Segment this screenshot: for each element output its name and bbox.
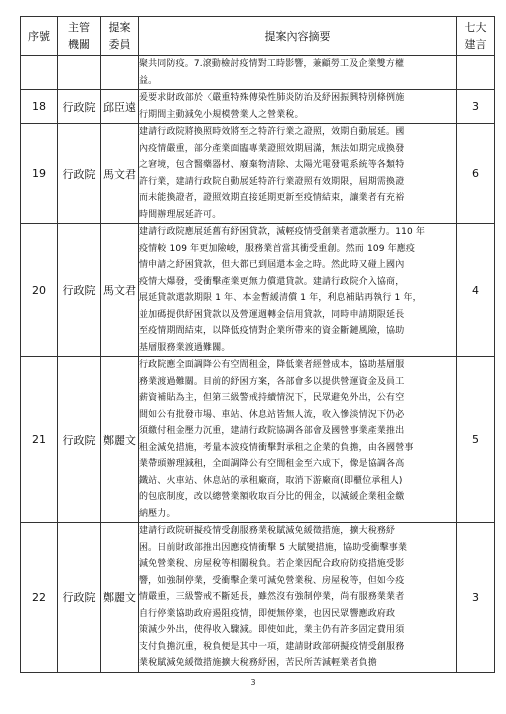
table-row [21,357,495,523]
legislator: 鄭麗文 [101,523,139,673]
proposal-summary: 建請行政院研擬疫情受創服務業稅賦減免緩徵措施，擴大稅務紓 困。日前財政部推出因應疫情衝擊 5 大賦變措施，協助受衝擊事業 減免營業稅、房屋稅等相關稅負。若企業因配合政府防疫措施受影 響，如強制停業，受衝擊企業可減免營業稅、房屋稅等，但如今疫 情嚴重，三級警戒不斷延長，雖然沒有強制停業，尚有服務業業者 自行停業協助政府遏阻疫情，即便無停業，也因民眾響應政府政 策減少外出，使得收入驟減。即使如此，業主仍有許多固定費用須 支付負擔沉重，稅負便是其中一項，建請財政部研擬疫情受創服務 業稅賦減免緩徵措施擴大稅務紓困，苦民所苦減輕業者負擔 [139,523,457,673]
recommendation-number: 3 [457,90,495,124]
header-row [21,17,495,56]
agency: 行政院 [58,90,101,124]
recommendation-number: 4 [457,224,495,357]
proposal-summary: 建請行政院將換照時效將至之特許行業之證照，效期自動展延。國 內疫情嚴重，部分產業面臨專業證照效期屆滿，無法如期完成換發 之窘境，包含醫藥器材、廢棄物清除、太陽光電發電系統等各類特 許行業，建請行政院自動展延特許行業證照有效期限，屆期需換證 而未能換證者，證照效期直接延期更新至疫情結束，讓業者有充裕 時間辦理展延許可。 [139,124,457,224]
recommendation-number: 3 [457,523,495,673]
legislator: 鄭麗文 [101,357,139,523]
recommendation-number: 5 [457,357,495,523]
serial-number: 20 [21,224,58,357]
serial-number: 21 [21,357,58,523]
header-serial-number: 序號 [21,17,58,56]
agency: 行政院 [58,224,101,357]
continuation-row [21,56,495,90]
table-row [21,124,495,224]
table-row [21,90,495,124]
header-seven-recommendations: 七大 建言 [457,17,495,56]
serial-number: 22 [21,523,58,673]
header-proposal-summary: 提案內容摘要 [139,17,457,56]
agency: 行政院 [58,357,101,523]
page-number: 3 [250,678,256,687]
proposal-summary: 建請行政院應展延舊有紓困貸款，減輕疫情受創業者還款壓力。110 年 疫情較 109 年更加險峻，服務業首當其衝受重創。然而 109 年應疫 情申請之紓困貸款，但大都已到屆還本金之時。然此時又碰上國內 疫情大爆發，受衝擊產業更無力償還貸款。建請行政院介入協商， 展延貸款還款期限 1 年、本金暫緩清償 1 年，利息補貼再執行 1 年， 並加碼提供紓困貸款以及營運週轉金信用貸款，同時申請期限延長 至疫情期間結束，以降低疫情對企業所帶來的資金斷鏈風險，協助 基層服務業渡過難關。 [139,224,457,357]
serial-number: 18 [21,90,58,124]
legislator: 馬文君 [101,224,139,357]
agency: 行政院 [58,523,101,673]
proposal-summary: 爰要求財政部於〈嚴重特殊傳染性肺炎防治及紓困振興特別條例施 行期間主動減免小規模營業人之營業稅。 [139,90,457,124]
header-agency: 主管 機關 [58,17,101,56]
agency: 行政院 [58,124,101,224]
legislator: 馬文君 [101,124,139,224]
proposal-summary: 行政院應全面調降公有空間租金，降低業者經營成本，協助基層服 務業渡過難關。目前的紓困方案，各部會多以提供營運資金及員工 薪資補貼為主，但第三級警戒持續情況下，民眾避免外出，公有空 間如公有批發市場、車站、休息站皆無人流，收入慘淡情況下仍必 須繳付租金壓力沉重，建請行政院協調各部會及國營事業產業推出 租金減免措施，考量本波疫情衝擊對承租之企業的負擔，由各國營事 業帶頭辦理減租，全面調降公有空間租金至六成下，像是協調各高 鐵站、火車站、休息站的承租廠商，取消下游廠商(即櫃位承租人) 的包底制度，改以總營業額收取百分比的佣金，以減緩企業租金繳 納壓力。 [139,357,457,523]
legislator: 邱臣遠 [101,90,139,124]
proposal-table [20,16,495,673]
continuation-content: 聚共同防疫。7.滾動檢討疫情對工時影響，兼顧勞工及企業雙方權 益。 [139,56,457,90]
table-row [21,523,495,673]
header-legislator: 提案 委員 [101,17,139,56]
serial-number: 19 [21,124,58,224]
recommendation-number: 6 [457,124,495,224]
table-row [21,224,495,357]
